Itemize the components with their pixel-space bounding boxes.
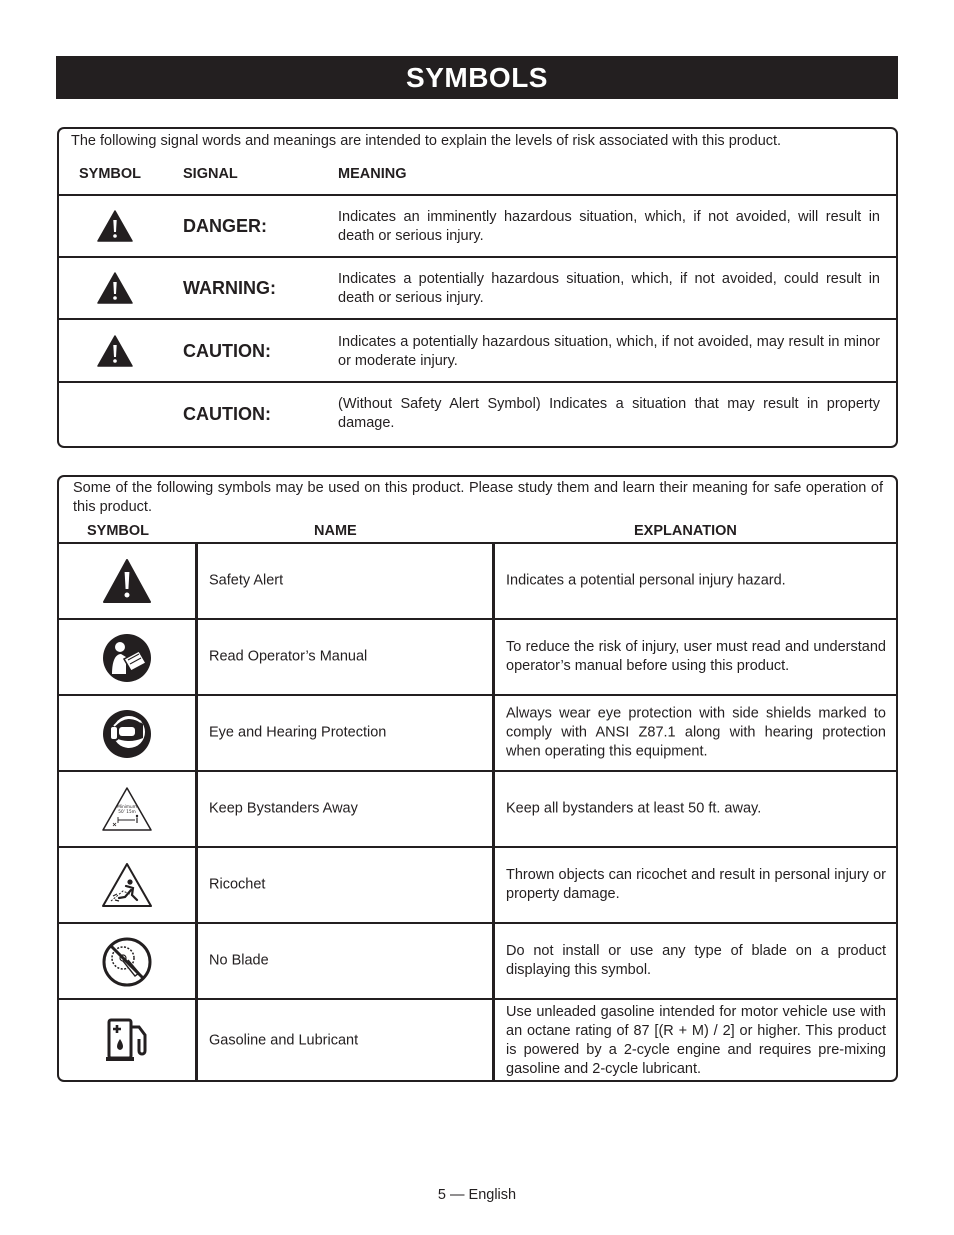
symbol-explanation: Thrown objects can ricochet and result in personal injury or property damage. (506, 867, 886, 902)
signal-row-caution-no-symbol (59, 381, 896, 448)
keep-bystanders-away-icon (101, 784, 153, 836)
symbol-explanation: Always wear eye protection with side shields marked to comply with ANSI Z87.1 along with hearing protection when operating this equipment. (506, 705, 886, 760)
signal-word: CAUTION: (183, 341, 271, 361)
symbol-explanation: Use unleaded gasoline intended for motor vehicle use with an octane rating of 87 [(R + M) / 2] or higher. This product is powered by a 2-cycle engine and requires pre-mixing gasoline and 2-cycle lubricant. (506, 1004, 886, 1077)
symbol-name: No Blade (209, 952, 269, 969)
symbol-row-gasoline (59, 998, 896, 1082)
symbol-row-bystanders (59, 770, 896, 846)
header-explanation: EXPLANATION (634, 523, 737, 539)
signal-word: DANGER: (183, 216, 267, 236)
signal-row-danger (59, 194, 896, 256)
signal-table-intro: The following signal words and meanings are intended to explain the levels of risk associated with this product. (71, 133, 782, 149)
header-meaning: MEANING (338, 166, 407, 182)
no-blade-icon (101, 936, 153, 988)
symbol-name: Gasoline and Lubricant (209, 1032, 359, 1049)
signal-meaning: (Without Safety Alert Symbol) Indicates a situation that may result in property damage. (338, 396, 880, 431)
signal-word: WARNING: (183, 278, 276, 298)
product-symbols-table (57, 475, 898, 1082)
safety-alert-icon (97, 335, 133, 367)
symbol-row-read-manual (59, 618, 896, 694)
bystander-minimum-label: Minimum (117, 804, 137, 809)
symbol-row-safety-alert (59, 542, 896, 618)
symbols-table-intro: Some of the following symbols may be used on this product. Please study them and learn their meaning for safe operation of this product. (73, 480, 883, 515)
symbol-explanation: Keep all bystanders at least 50 ft. away. (506, 800, 762, 817)
header-symbol: SYMBOL (79, 166, 142, 182)
symbol-explanation: To reduce the risk of injury, user must read and understand operator’s manual before using this product. (506, 639, 886, 674)
symbol-row-ricochet (59, 846, 896, 922)
safety-alert-icon (97, 210, 133, 242)
symbol-explanation: Indicates a potential personal injury hazard. (506, 572, 786, 589)
page-footer: 5 — English (437, 1187, 517, 1203)
read-manual-icon (101, 632, 153, 684)
header-name: NAME (314, 523, 357, 539)
symbol-name: Read Operator’s Manual (209, 648, 368, 665)
page-title: SYMBOLS (56, 56, 898, 99)
symbol-row-eye-hearing (59, 694, 896, 770)
signal-row-warning (59, 256, 896, 318)
signal-meaning: Indicates a potentially hazardous situation, which, if not avoided, could result in death or serious injury. (338, 271, 880, 306)
symbol-name: Keep Bystanders Away (209, 800, 358, 817)
header-symbol: SYMBOL (87, 523, 150, 539)
signal-meaning: Indicates a potentially hazardous situation, which, if not avoided, may result in minor or moderate injury. (338, 334, 880, 369)
bystander-distance-label: 50’ 15m (118, 809, 136, 814)
symbol-row-no-blade (59, 922, 896, 998)
symbol-name: Safety Alert (209, 572, 284, 589)
safety-alert-icon (101, 556, 153, 608)
gasoline-lubricant-icon (101, 1013, 153, 1065)
safety-alert-icon (97, 272, 133, 304)
signal-word: CAUTION: (183, 404, 271, 424)
symbol-explanation: Do not install or use any type of blade on a product displaying this symbol. (506, 943, 886, 978)
ricochet-icon (101, 860, 153, 912)
symbol-name: Eye and Hearing Protection (209, 724, 387, 741)
eye-hearing-protection-icon (101, 708, 153, 760)
signal-row-caution (59, 318, 896, 381)
signal-meaning: Indicates an imminently hazardous situation, which, if not avoided, will result in death or serious injury. (338, 209, 880, 244)
symbol-name: Ricochet (209, 876, 266, 893)
signal-words-table (57, 127, 898, 448)
header-signal: SIGNAL (183, 166, 238, 182)
